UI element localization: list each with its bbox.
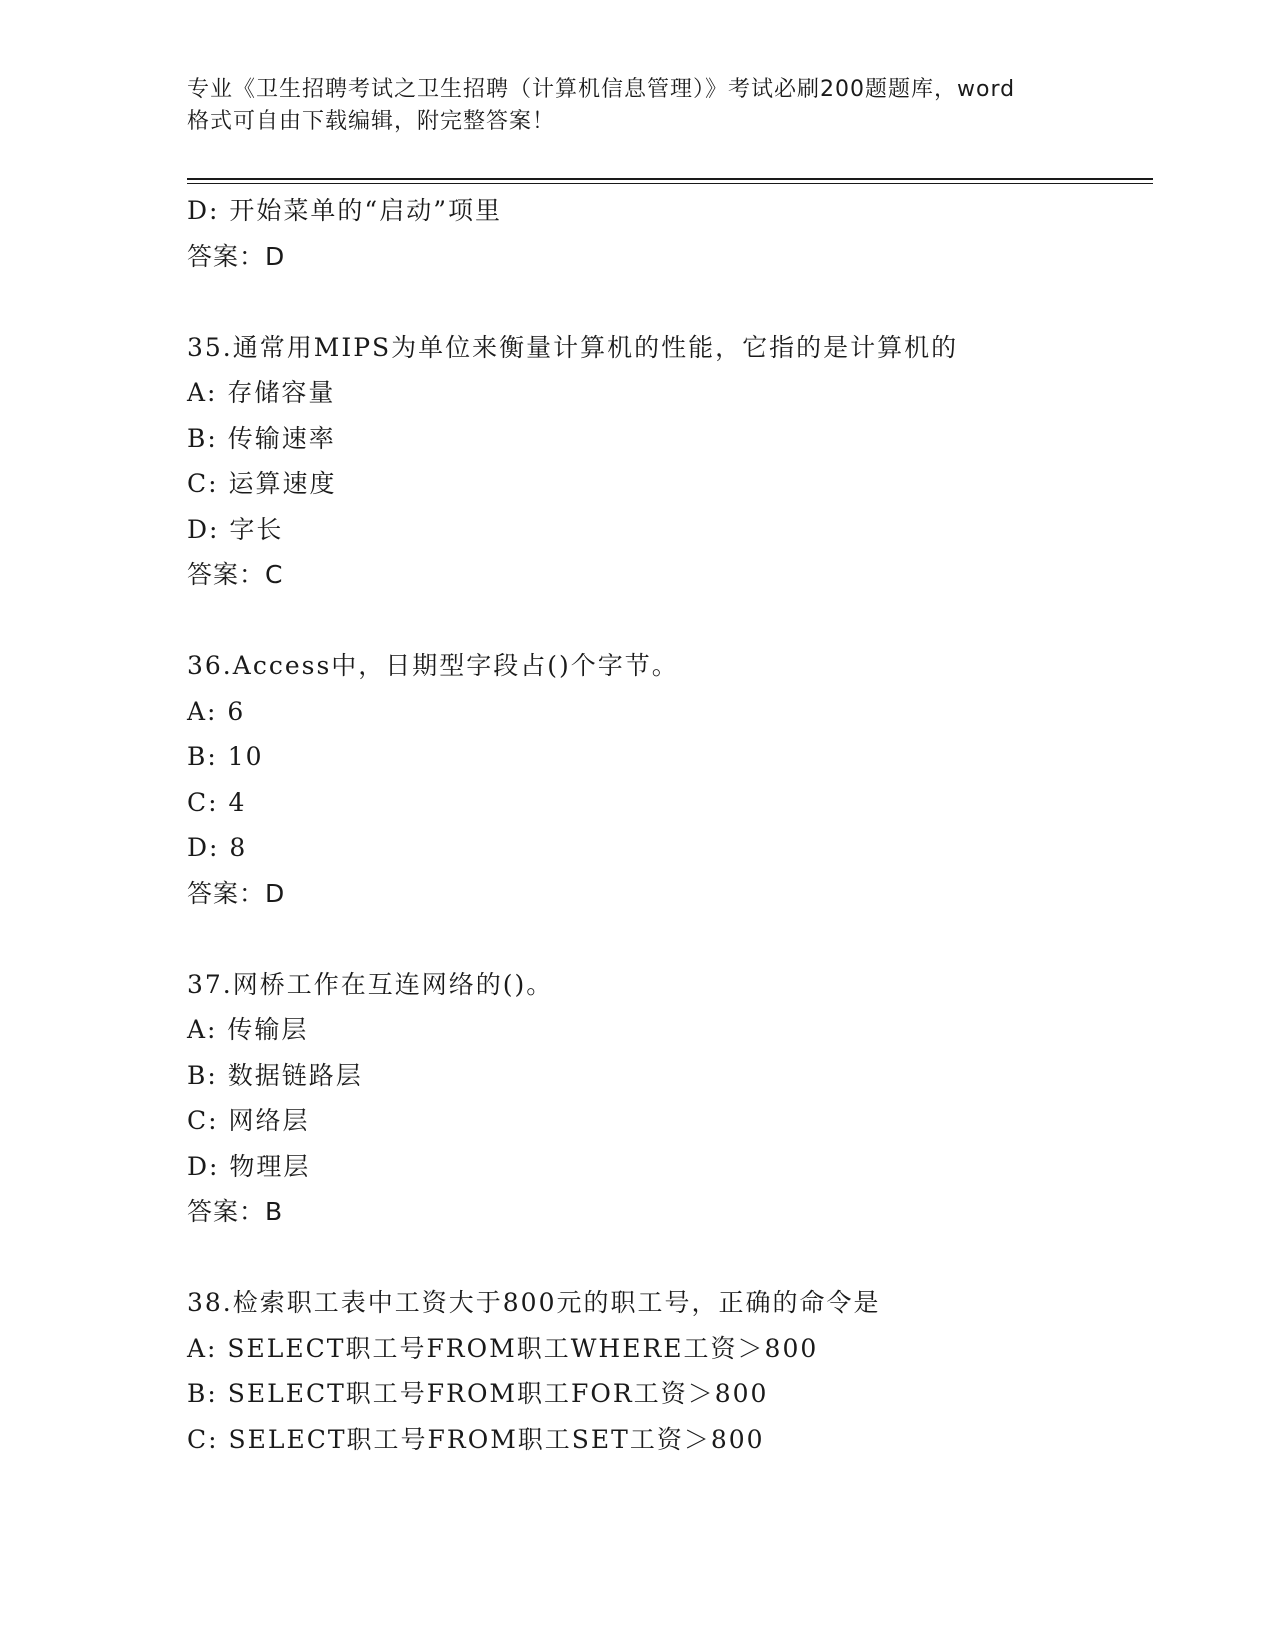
header-line-2: 格式可自由下载编辑，附完整答案！ xyxy=(187,109,556,134)
question-35-stem: 35.通常用MIPS为单位来衡量计算机的性能，它指的是计算机的 xyxy=(187,332,959,362)
header-divider-thin xyxy=(187,183,1153,184)
question-37-option-a: A: 传输层 xyxy=(187,1015,309,1044)
question-37-option-d: D: 物理层 xyxy=(187,1151,311,1181)
question-36-answer: 答案：D xyxy=(187,878,286,908)
question-36-option-b: B: 10 xyxy=(187,742,264,771)
question-38-option-b: B: SELECT职工号FROM职工FOR工资＞800 xyxy=(187,1379,769,1408)
header-divider-thick xyxy=(187,178,1153,180)
question-36-option-a: A: 6 xyxy=(187,696,246,726)
document-header xyxy=(187,74,1087,138)
question-list xyxy=(187,188,1153,1462)
question-38-option-a: A: SELECT职工号FROM职工WHERE工资＞800 xyxy=(187,1333,819,1363)
question-35-option-d: D: 字长 xyxy=(187,514,284,544)
question-35-option-a: A: 存储容量 xyxy=(187,378,336,407)
header-line-1: 专业《卫生招聘考试之卫生招聘（计算机信息管理）》考试必刷200题题库，word xyxy=(187,77,1016,102)
question-36-option-d: D: 8 xyxy=(187,833,248,862)
spacer xyxy=(187,279,1153,325)
question-36-stem: 36.Access中，日期型字段占()个字节。 xyxy=(187,651,679,680)
question-37-option-c: C: 网络层 xyxy=(187,1106,310,1135)
question-34-answer: 答案：D xyxy=(187,241,286,271)
question-35-answer: 答案：C xyxy=(187,560,284,589)
question-34-option-d: D: 开始菜单的“启动”项里 xyxy=(187,196,502,225)
spacer xyxy=(187,1235,1153,1281)
question-37-option-b: B: 数据链路层 xyxy=(187,1060,363,1090)
question-36-option-c: C: 4 xyxy=(187,787,247,817)
question-35-option-b: B: 传输速率 xyxy=(187,423,336,453)
question-38-option-c: C: SELECT职工号FROM职工SET工资＞800 xyxy=(187,1424,765,1454)
question-38-stem: 38.检索职工表中工资大于800元的职工号，正确的命令是 xyxy=(187,1288,881,1317)
spacer xyxy=(187,916,1153,962)
spacer xyxy=(187,598,1153,644)
question-35-option-c: C: 运算速度 xyxy=(187,469,337,498)
question-37-stem: 37.网桥工作在互连网络的()。 xyxy=(187,969,554,999)
question-37-answer: 答案：B xyxy=(187,1197,284,1226)
